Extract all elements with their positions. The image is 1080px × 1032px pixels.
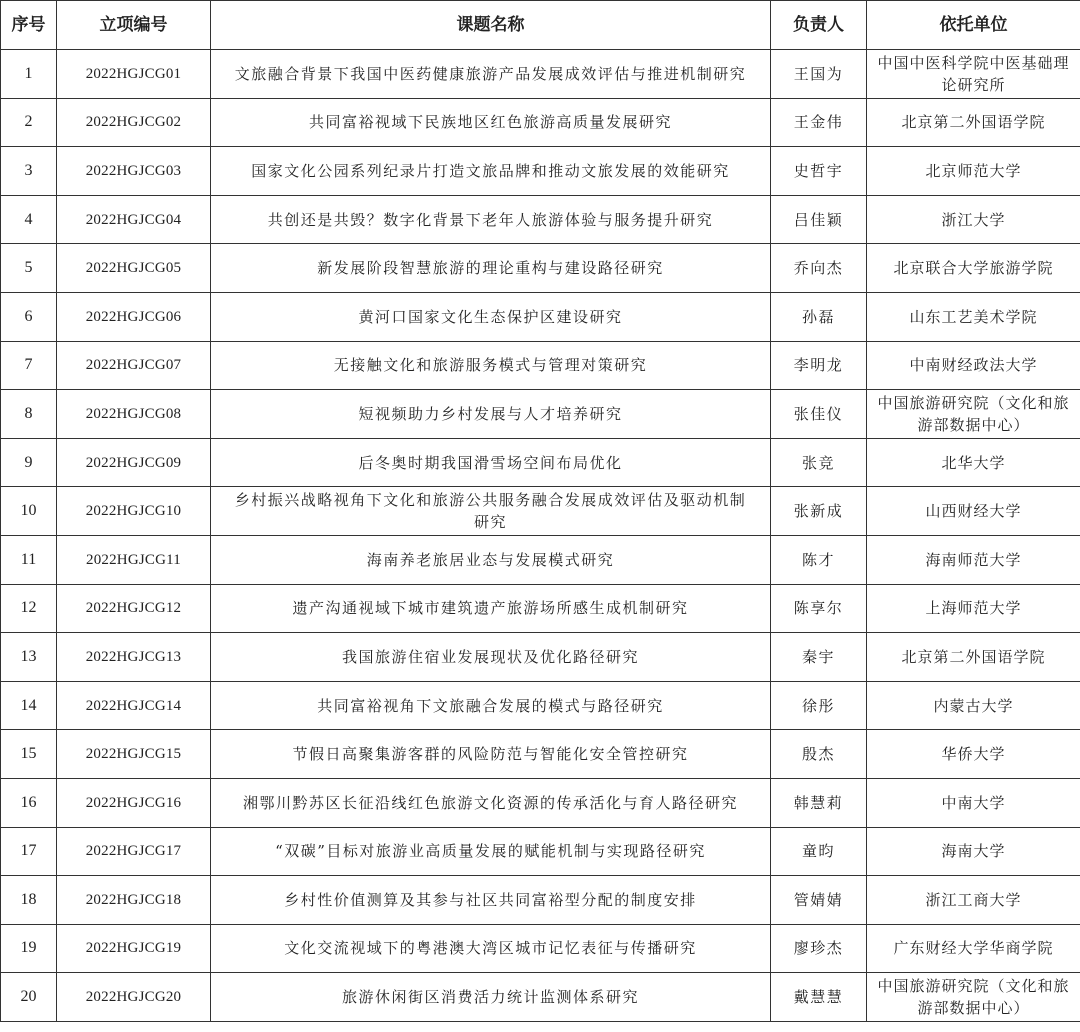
cell-person: 陈才 — [771, 535, 867, 584]
cell-title: 乡村振兴战略视角下文化和旅游公共服务融合发展成效评估及驱动机制研究 — [211, 487, 771, 536]
table-row — [1, 584, 1080, 633]
table-row — [1, 147, 1080, 196]
header-title: 课题名称 — [211, 1, 771, 50]
cell-code: 2022HGJCG11 — [57, 535, 211, 584]
table-header — [1, 1, 1080, 50]
cell-unit: 北京第二外国语学院 — [867, 633, 1080, 682]
cell-index: 17 — [1, 827, 57, 876]
cell-unit: 中南财经政法大学 — [867, 341, 1080, 390]
table-row — [1, 341, 1080, 390]
cell-index: 5 — [1, 244, 57, 293]
cell-index: 6 — [1, 292, 57, 341]
cell-unit: 北华大学 — [867, 438, 1080, 487]
header-row — [1, 1, 1080, 50]
cell-person: 乔向杰 — [771, 244, 867, 293]
table-row — [1, 633, 1080, 682]
table-row — [1, 98, 1080, 147]
cell-person: 孙磊 — [771, 292, 867, 341]
table-row — [1, 195, 1080, 244]
cell-title: 节假日高聚集游客群的风险防范与智能化安全管控研究 — [211, 730, 771, 779]
table-row — [1, 390, 1080, 439]
cell-title: 国家文化公园系列纪录片打造文旅品牌和推动文旅发展的效能研究 — [211, 147, 771, 196]
cell-index: 10 — [1, 487, 57, 536]
cell-person: 李明龙 — [771, 341, 867, 390]
cell-title: 湘鄂川黔苏区长征沿线红色旅游文化资源的传承活化与育人路径研究 — [211, 778, 771, 827]
cell-unit: 山西财经大学 — [867, 487, 1080, 536]
header-index: 序号 — [1, 1, 57, 50]
table-row — [1, 535, 1080, 584]
cell-title: 共同富裕视角下文旅融合发展的模式与路径研究 — [211, 681, 771, 730]
cell-index: 7 — [1, 341, 57, 390]
cell-code: 2022HGJCG09 — [57, 438, 211, 487]
cell-person: 王金伟 — [771, 98, 867, 147]
header-unit: 依托单位 — [867, 1, 1080, 50]
cell-title: 无接触文化和旅游服务模式与管理对策研究 — [211, 341, 771, 390]
cell-unit: 北京第二外国语学院 — [867, 98, 1080, 147]
table-row — [1, 438, 1080, 487]
cell-unit: 中国旅游研究院（文化和旅游部数据中心） — [867, 390, 1080, 439]
table-row — [1, 730, 1080, 779]
cell-person: 陈享尔 — [771, 584, 867, 633]
cell-unit: 中国旅游研究院（文化和旅游部数据中心） — [867, 973, 1080, 1022]
cell-code: 2022HGJCG03 — [57, 147, 211, 196]
cell-unit: 浙江工商大学 — [867, 876, 1080, 925]
cell-code: 2022HGJCG13 — [57, 633, 211, 682]
cell-title: 旅游休闲街区消费活力统计监测体系研究 — [211, 973, 771, 1022]
cell-unit: 海南大学 — [867, 827, 1080, 876]
cell-index: 2 — [1, 98, 57, 147]
cell-code: 2022HGJCG02 — [57, 98, 211, 147]
cell-index: 1 — [1, 50, 57, 99]
cell-index: 9 — [1, 438, 57, 487]
cell-index: 15 — [1, 730, 57, 779]
cell-title: 文旅融合背景下我国中医药健康旅游产品发展成效评估与推进机制研究 — [211, 50, 771, 99]
header-code: 立项编号 — [57, 1, 211, 50]
cell-unit: 浙江大学 — [867, 195, 1080, 244]
table-row — [1, 827, 1080, 876]
cell-index: 12 — [1, 584, 57, 633]
cell-title: 黄河口国家文化生态保护区建设研究 — [211, 292, 771, 341]
table-row — [1, 924, 1080, 973]
header-person: 负责人 — [771, 1, 867, 50]
cell-person: 张佳仪 — [771, 390, 867, 439]
cell-unit: 中南大学 — [867, 778, 1080, 827]
table-row — [1, 876, 1080, 925]
cell-unit: 北京师范大学 — [867, 147, 1080, 196]
cell-unit: 上海师范大学 — [867, 584, 1080, 633]
cell-unit: 中国中医科学院中医基础理论研究所 — [867, 50, 1080, 99]
cell-title: 我国旅游住宿业发展现状及优化路径研究 — [211, 633, 771, 682]
cell-title: 新发展阶段智慧旅游的理论重构与建设路径研究 — [211, 244, 771, 293]
cell-title: 共同富裕视域下民族地区红色旅游高质量发展研究 — [211, 98, 771, 147]
cell-index: 13 — [1, 633, 57, 682]
cell-unit: 内蒙古大学 — [867, 681, 1080, 730]
cell-person: 戴慧慧 — [771, 973, 867, 1022]
table-row — [1, 292, 1080, 341]
cell-person: 张竞 — [771, 438, 867, 487]
cell-title: 海南养老旅居业态与发展模式研究 — [211, 535, 771, 584]
cell-person: 殷杰 — [771, 730, 867, 779]
cell-person: 管婧婧 — [771, 876, 867, 925]
cell-title: 乡村性价值测算及其参与社区共同富裕型分配的制度安排 — [211, 876, 771, 925]
cell-index: 16 — [1, 778, 57, 827]
table-row — [1, 50, 1080, 99]
cell-code: 2022HGJCG08 — [57, 390, 211, 439]
cell-unit: 海南师范大学 — [867, 535, 1080, 584]
table-body — [1, 50, 1080, 1022]
cell-title: 文化交流视域下的粤港澳大湾区城市记忆表征与传播研究 — [211, 924, 771, 973]
cell-code: 2022HGJCG04 — [57, 195, 211, 244]
cell-title: 后冬奥时期我国滑雪场空间布局优化 — [211, 438, 771, 487]
cell-index: 20 — [1, 973, 57, 1022]
cell-code: 2022HGJCG18 — [57, 876, 211, 925]
cell-code: 2022HGJCG17 — [57, 827, 211, 876]
table-row — [1, 973, 1080, 1022]
cell-code: 2022HGJCG16 — [57, 778, 211, 827]
cell-index: 8 — [1, 390, 57, 439]
cell-index: 19 — [1, 924, 57, 973]
cell-title: 共创还是共毁？数字化背景下老年人旅游体验与服务提升研究 — [211, 195, 771, 244]
table-row — [1, 244, 1080, 293]
cell-unit: 广东财经大学华商学院 — [867, 924, 1080, 973]
cell-person: 张新成 — [771, 487, 867, 536]
table-row — [1, 778, 1080, 827]
cell-code: 2022HGJCG19 — [57, 924, 211, 973]
table-row — [1, 487, 1080, 536]
cell-code: 2022HGJCG15 — [57, 730, 211, 779]
cell-person: 史哲宇 — [771, 147, 867, 196]
cell-index: 14 — [1, 681, 57, 730]
cell-title: “双碳”目标对旅游业高质量发展的赋能机制与实现路径研究 — [211, 827, 771, 876]
cell-code: 2022HGJCG20 — [57, 973, 211, 1022]
cell-index: 4 — [1, 195, 57, 244]
cell-code: 2022HGJCG06 — [57, 292, 211, 341]
cell-code: 2022HGJCG05 — [57, 244, 211, 293]
cell-person: 童昀 — [771, 827, 867, 876]
cell-person: 徐彤 — [771, 681, 867, 730]
cell-person: 王国为 — [771, 50, 867, 99]
cell-index: 11 — [1, 535, 57, 584]
cell-person: 廖珍杰 — [771, 924, 867, 973]
cell-code: 2022HGJCG14 — [57, 681, 211, 730]
cell-index: 18 — [1, 876, 57, 925]
cell-code: 2022HGJCG01 — [57, 50, 211, 99]
cell-unit: 山东工艺美术学院 — [867, 292, 1080, 341]
cell-code: 2022HGJCG12 — [57, 584, 211, 633]
cell-index: 3 — [1, 147, 57, 196]
cell-unit: 北京联合大学旅游学院 — [867, 244, 1080, 293]
cell-title: 短视频助力乡村发展与人才培养研究 — [211, 390, 771, 439]
cell-person: 秦宇 — [771, 633, 867, 682]
table-row — [1, 681, 1080, 730]
cell-code: 2022HGJCG07 — [57, 341, 211, 390]
cell-code: 2022HGJCG10 — [57, 487, 211, 536]
cell-title: 遗产沟通视域下城市建筑遗产旅游场所感生成机制研究 — [211, 584, 771, 633]
cell-person: 韩慧莉 — [771, 778, 867, 827]
cell-person: 吕佳颖 — [771, 195, 867, 244]
cell-unit: 华侨大学 — [867, 730, 1080, 779]
